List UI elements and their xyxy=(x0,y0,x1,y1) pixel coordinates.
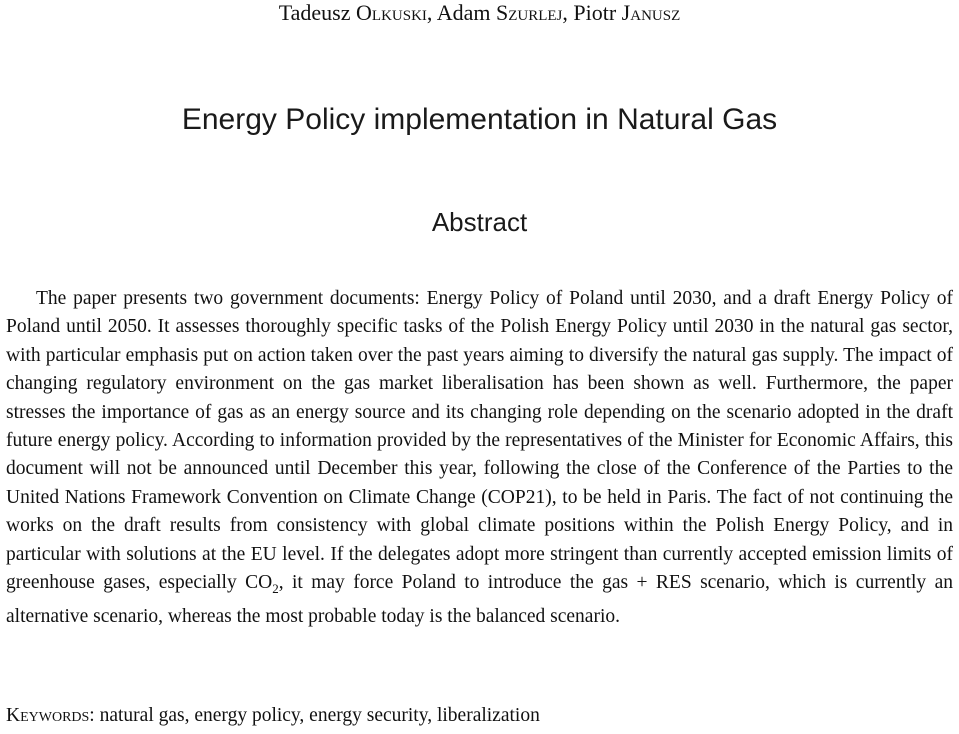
keywords-label: Keywords: xyxy=(6,705,95,726)
author: Piotr Janusz xyxy=(573,0,681,25)
keywords-line xyxy=(6,702,953,730)
author: Tadeusz Olkuski, xyxy=(278,0,437,25)
paper-title: Energy Policy implementation in Natural Gas xyxy=(181,103,778,136)
author-surname: Janusz xyxy=(621,0,681,25)
abstract-body xyxy=(6,285,953,632)
author-surname: Szurlej xyxy=(495,0,563,25)
author-surname: Olkuski xyxy=(356,0,427,25)
author: Adam Szurlej, xyxy=(436,0,574,25)
keywords-list: natural gas, energy policy, energy security, liberalization xyxy=(99,705,540,726)
co2-subscript: 2 xyxy=(272,580,279,596)
abstract-heading: Abstract xyxy=(431,207,528,237)
author-list xyxy=(0,0,959,26)
abstract-paragraph: The paper presents two government documents: Energy Policy of Poland until 2030, and a draft Energy Policy of Poland until 2050. It assesses thoroughly specific tasks of the Polish Energy Policy until 2030 in the natural gas sector, with particular emphasis put on action taken over the past years aiming to diversify the natural gas supply. The impact of changing regulatory environment on the gas market liberalisation has been shown as well. Furthermore, the paper stresses the importance of gas as an energy source and its changing role depending on the scenario adopted in the draft future energy policy. According to information provided by the representatives of the Minister for Economic Affairs, this document will not be announced until December this year, following the close of the Conference of the Parties to the United Nations Framework Convention on Climate Change (COP21), to be held in Paris. The fact of not continuing the works on the draft results from consistency with global climate positions within the Polish Energy Policy, and in particular with solutions at the EU level. If the delegates adopt more stringent than currently accepted emission limits of greenhouse gases, especially $CO_2$, it may force Poland to introduce the gas + RES scenario, which is currently an alternative scenario, whereas the most probable today is the balanced scenario. xyxy=(6,288,953,628)
